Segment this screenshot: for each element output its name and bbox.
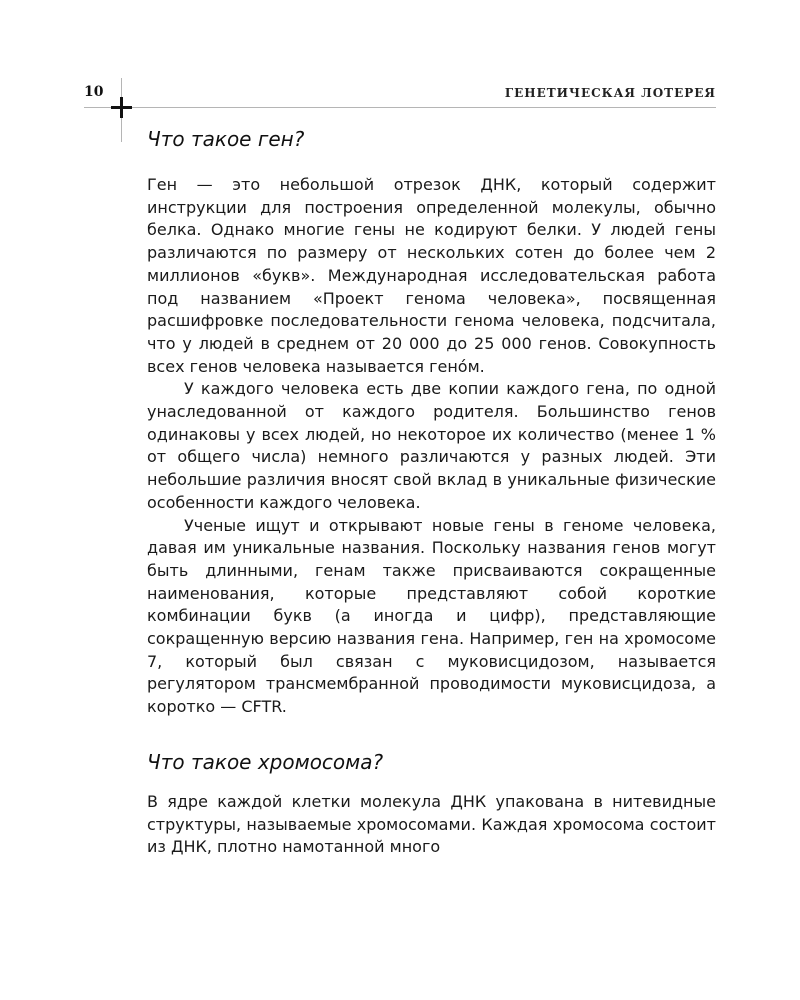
running-header: ГЕНЕТИЧЕСКАЯ ЛОТЕРЕЯ [504, 86, 716, 100]
page-number: 10 [84, 84, 104, 100]
page-body [147, 122, 716, 859]
paragraph-chromosome: В ядре каждой клетки молекула ДНК упакована в нитевидные структуры, называемые хромосомами. Каждая хромосома состоит из ДНК, плотно намотанной много [147, 791, 716, 857]
section-heading-chromosome: Что такое хромосома? [147, 749, 384, 774]
paragraph-gene-copies: У каждого человека есть две копии каждого гена, по одной унаследованной от каждого родителя. Большинство генов одинаковы у всех людей, но некоторое их количество (менее 1 % от общего числа) немного различаются у разных людей. Эти небольшие различия вносят свой вклад в уникальные физические особенности каждого человека. [147, 379, 716, 512]
paragraph-gene-definition: Ген — это небольшой отрезок ДНК, который содержит инструкции для построения определенной молекулы, обычно белка. Однако многие гены не кодируют белки. У людей гены различаются по размеру от нескольких сотен до более чем 2 миллионов «букв». Международная исследовательская работа под названием «Проект генома человека», посвященная расшифровке последовательности генома человека, подсчитала, что у людей в среднем от 20 000 до 25 000 генов. Совокупность всех генов человека называется гено́м. [147, 175, 716, 376]
section-heading-gene: Что такое ген? [147, 127, 305, 151]
paragraph-gene-naming: Ученые ищут и открывают новые гены в геноме человека, давая им уникальные названия. Поскольку названия генов могут быть длинными, генам также присваиваются сокращенные наименования, которые представляют собой короткие комбинации букв (а иногда и цифр), представляющие сокращенную версию названия гена. Например, ген на хромосоме 7, который был связан с муковисцидозом, называется регулятором трансмембранной проводимости муковисцидоза, а коротко — CFTR. [147, 515, 716, 717]
crosshair-ornament-icon [111, 97, 132, 118]
header-rule [84, 107, 716, 108]
